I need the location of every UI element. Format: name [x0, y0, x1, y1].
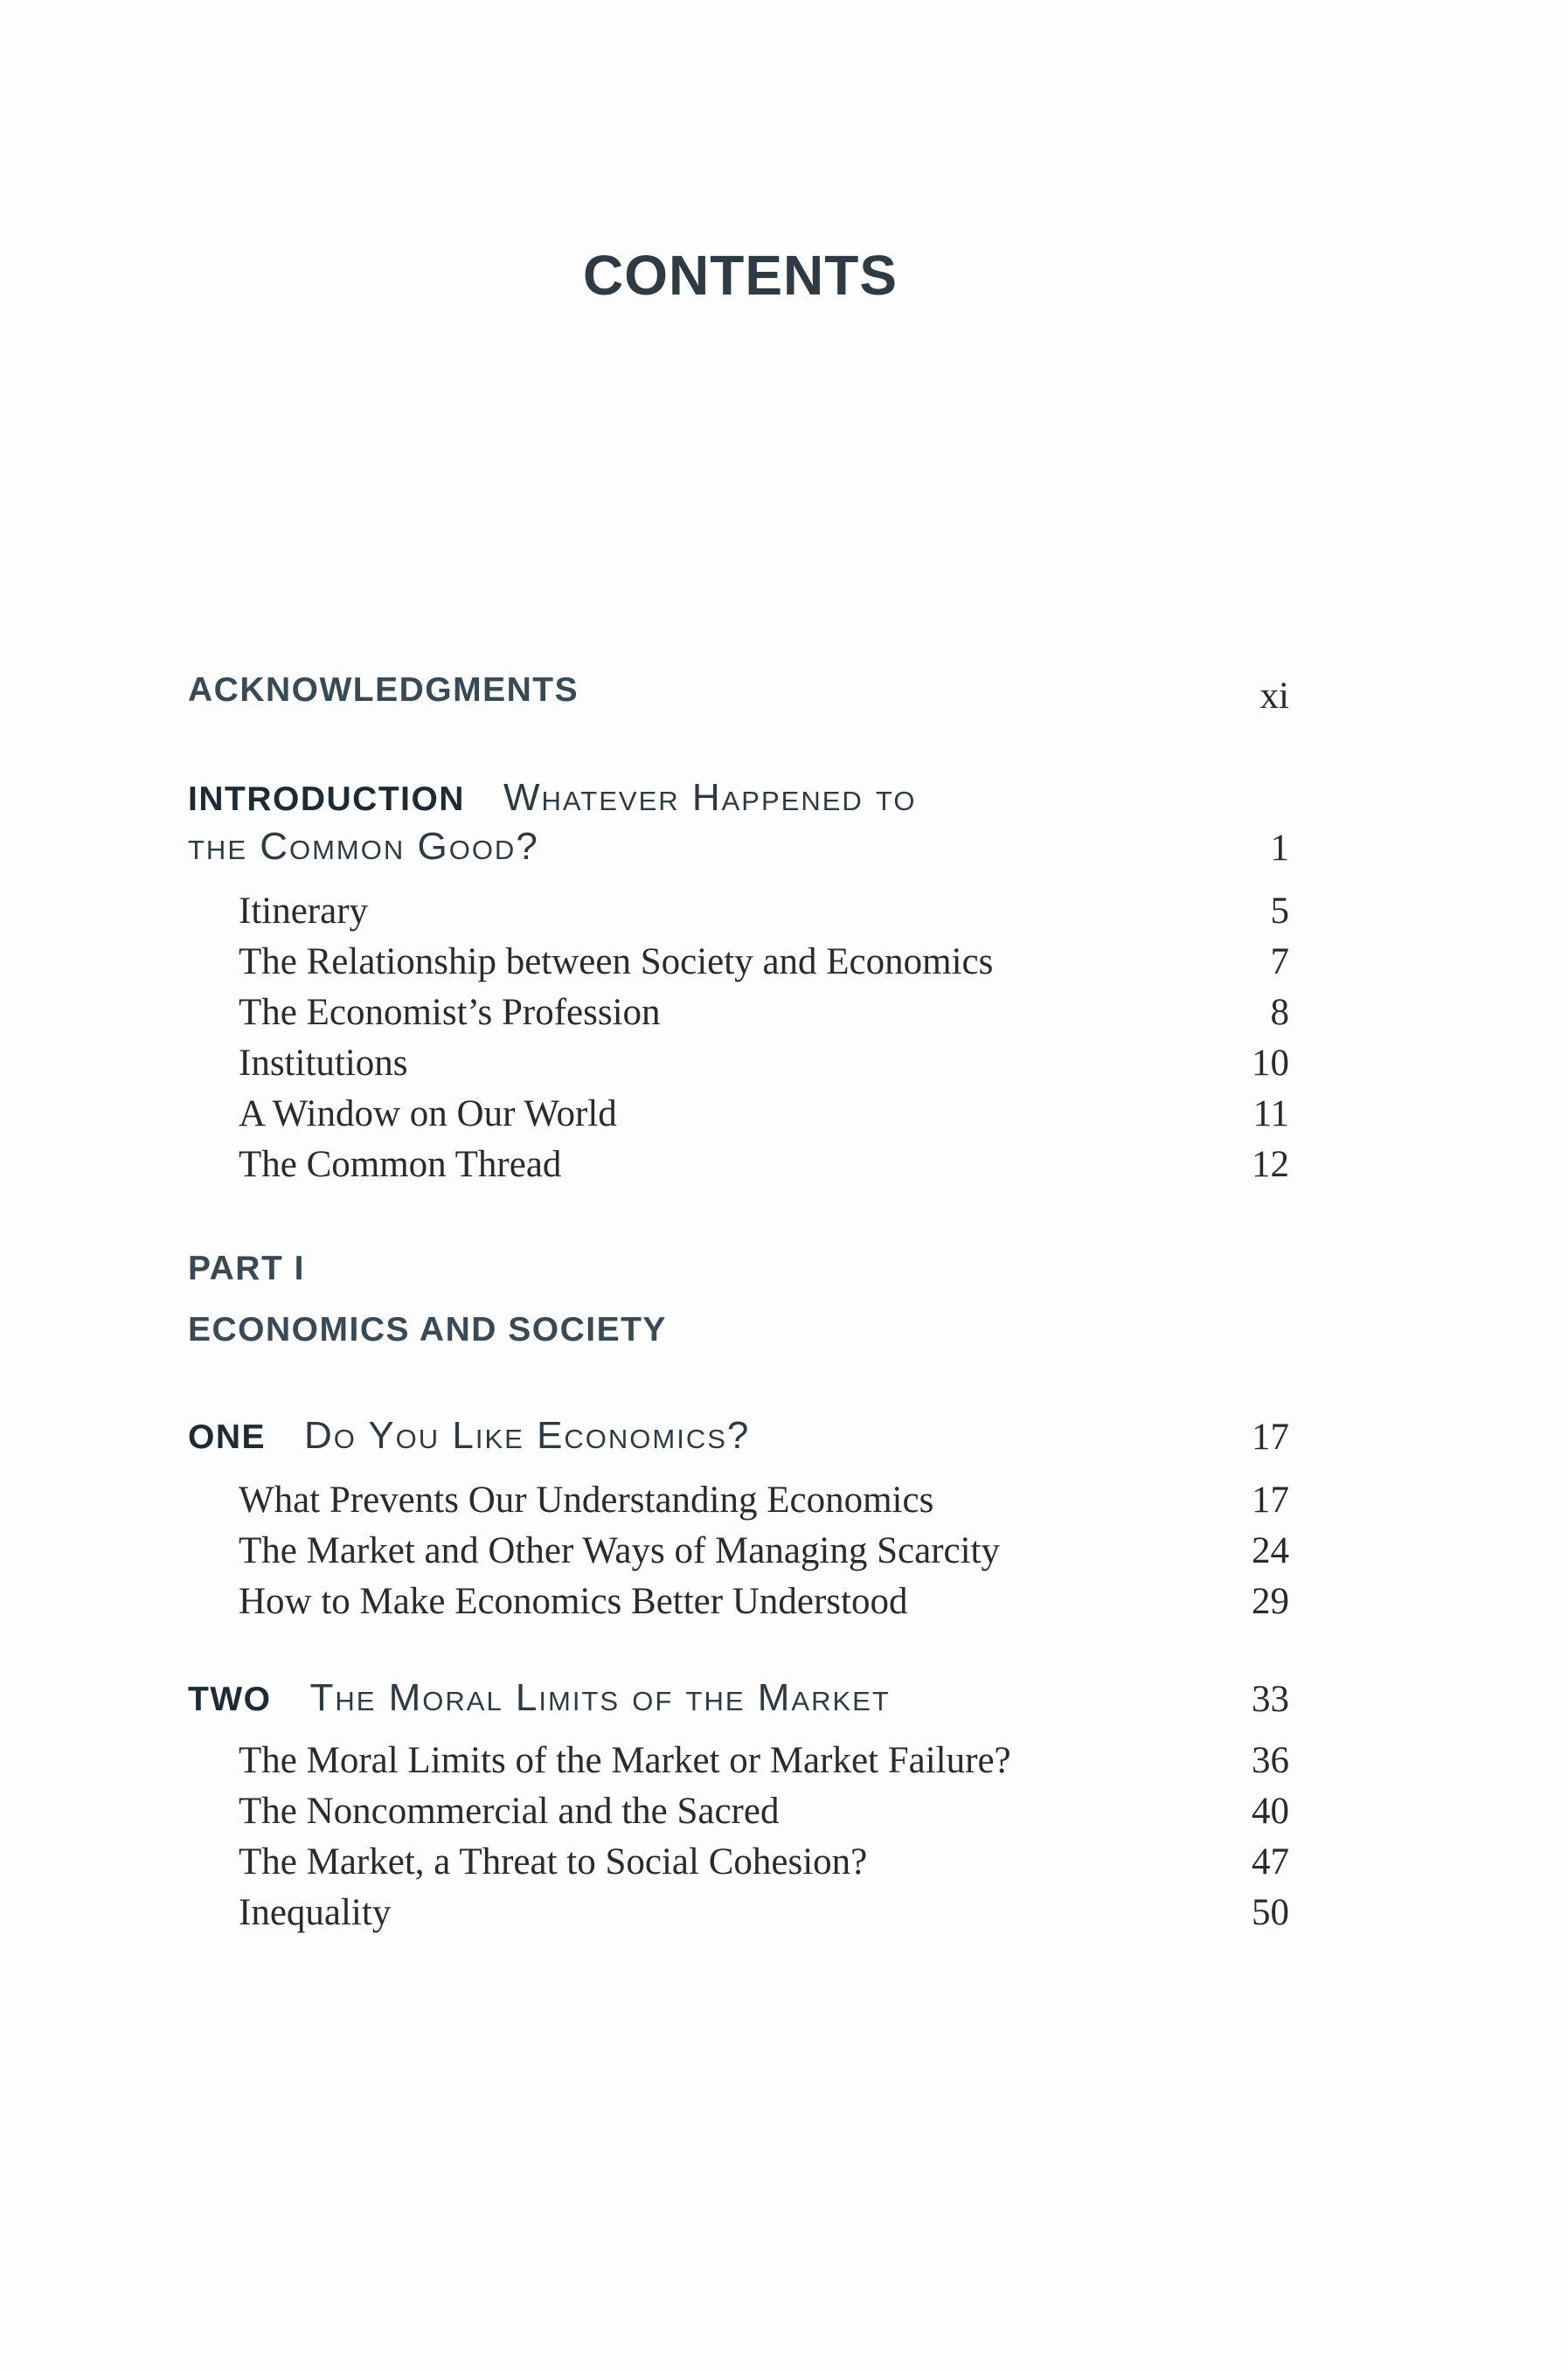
section-page: 12	[1252, 1144, 1289, 1185]
toc-section[interactable]	[188, 1042, 1289, 1092]
section-title: The Noncommercial and the Sacred	[239, 1791, 780, 1832]
toc-section[interactable]	[188, 1092, 1289, 1143]
section-page: 40	[1252, 1791, 1289, 1832]
toc-section[interactable]	[188, 1790, 1289, 1841]
section-title: The Market and Other Ways of Managing Scarcity	[239, 1530, 1001, 1571]
section-page: 50	[1252, 1892, 1289, 1933]
section-title: The Relationship between Society and Economics	[239, 941, 994, 982]
toc-section[interactable]	[188, 991, 1289, 1042]
toc-entry-chapter-two[interactable]	[188, 1676, 1289, 1727]
section-page: 7	[1270, 941, 1289, 982]
toc-section[interactable]	[188, 1739, 1289, 1790]
chapter-one-title: Do You Like Economics?	[304, 1414, 751, 1457]
section-page: 8	[1270, 992, 1289, 1033]
chapter-one-page: 17	[1252, 1417, 1289, 1458]
section-title: What Prevents Our Understanding Economics	[239, 1480, 934, 1521]
section-title: The Moral Limits of the Market or Market Failure?	[239, 1740, 1011, 1781]
toc-section[interactable]	[188, 1841, 1289, 1891]
toc-section[interactable]	[188, 1143, 1289, 1194]
section-title: The Market, a Threat to Social Cohesion?	[239, 1841, 868, 1882]
introduction-title-line1: Whatever Happened to	[503, 776, 917, 819]
section-page: 47	[1252, 1841, 1289, 1882]
section-page: 17	[1252, 1480, 1289, 1521]
chapter-one-label: ONE	[188, 1418, 267, 1456]
acknowledgments-page: xi	[1259, 676, 1289, 717]
toc-section[interactable]	[188, 940, 1289, 991]
chapter-two-title: The Moral Limits of the Market	[309, 1676, 891, 1719]
chapter-two-label: TWO	[188, 1681, 272, 1718]
toc-section[interactable]	[188, 1529, 1289, 1580]
toc-section[interactable]	[188, 1580, 1289, 1631]
section-page: 36	[1252, 1740, 1289, 1781]
section-title: Inequality	[239, 1892, 392, 1933]
introduction-title-line2: the Common Good?	[188, 825, 539, 868]
section-title: Institutions	[239, 1043, 408, 1084]
introduction-label: INTRODUCTION	[188, 780, 465, 818]
section-page: 10	[1252, 1043, 1289, 1084]
acknowledgments-label: ACKNOWLEDGMENTS	[188, 671, 579, 709]
toc-section[interactable]	[188, 1479, 1289, 1529]
section-title: Itinerary	[239, 891, 369, 932]
part-title: ECONOMICS AND SOCIETY	[188, 1311, 667, 1348]
section-page: 5	[1270, 891, 1289, 932]
toc-entry-introduction[interactable]	[188, 776, 1289, 872]
section-title: The Economist’s Profession	[239, 992, 661, 1033]
toc-section[interactable]	[188, 1891, 1289, 1942]
toc-part-title[interactable]	[188, 1311, 1289, 1362]
toc-section[interactable]	[188, 890, 1289, 940]
introduction-page: 1	[1270, 828, 1289, 869]
toc-entry-acknowledgments[interactable]	[188, 671, 1289, 722]
part-label: PART I	[188, 1250, 305, 1287]
page-title: CONTENTS	[583, 244, 898, 307]
section-title: How to Make Economics Better Understood	[239, 1581, 908, 1622]
chapter-two-page: 33	[1252, 1679, 1289, 1720]
section-page: 11	[1252, 1093, 1289, 1134]
toc-part-label	[188, 1250, 1289, 1300]
section-title: The Common Thread	[239, 1144, 562, 1185]
section-page: 24	[1252, 1530, 1289, 1571]
toc-entry-chapter-one[interactable]	[188, 1414, 1289, 1465]
section-page: 29	[1252, 1581, 1289, 1622]
section-title: A Window on Our World	[239, 1093, 617, 1134]
